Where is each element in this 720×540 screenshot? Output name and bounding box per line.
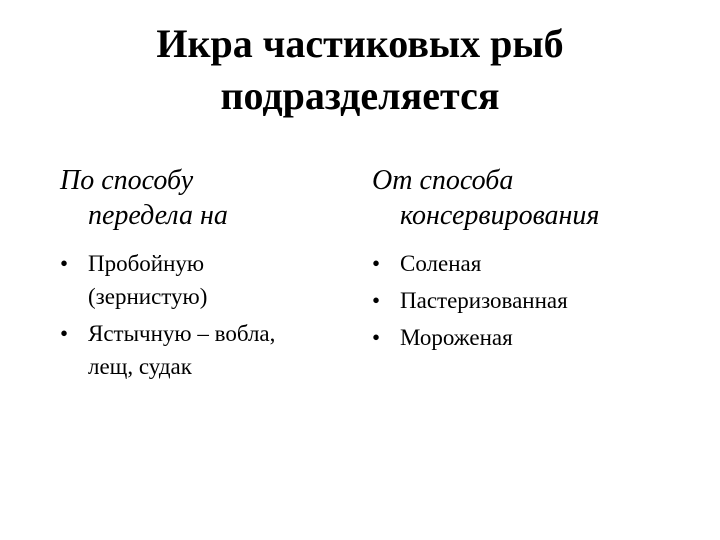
right-column-heading xyxy=(372,163,692,233)
right-heading-line-1: От способа xyxy=(372,165,514,196)
left-column-heading xyxy=(60,163,360,233)
list-item-text: Мороженая xyxy=(400,325,513,350)
slide-title-line-1: Икра частиковых рыб xyxy=(156,21,564,66)
bullet-icon: • xyxy=(372,288,381,313)
slide-title-line-2: подразделяется xyxy=(220,73,500,118)
list-item xyxy=(372,321,692,354)
right-column xyxy=(372,163,692,358)
list-item-text: Соленая xyxy=(400,251,482,276)
bullet-icon: • xyxy=(372,251,381,276)
list-item xyxy=(60,317,360,383)
list-item-text: (зернистую) xyxy=(88,284,208,309)
right-heading-line-2: консервирования xyxy=(400,200,600,231)
left-heading-line-1: По способу xyxy=(60,165,194,196)
list-item xyxy=(372,247,692,280)
left-column xyxy=(60,163,360,387)
bullet-icon: • xyxy=(60,251,69,276)
right-bullet-list xyxy=(372,247,692,354)
list-item xyxy=(60,247,360,313)
bullet-icon: • xyxy=(60,321,69,346)
left-bullet-list xyxy=(60,247,360,383)
slide-title xyxy=(0,18,720,122)
bullet-icon: • xyxy=(372,325,381,350)
left-heading-line-2: передела на xyxy=(88,200,228,231)
list-item-text: Пастеризованная xyxy=(400,288,568,313)
list-item xyxy=(372,284,692,317)
list-item-text: Пробойную xyxy=(88,251,205,276)
list-item-text: Ястычную – вобла, xyxy=(88,321,276,346)
list-item-text: лещ, судак xyxy=(88,354,192,379)
